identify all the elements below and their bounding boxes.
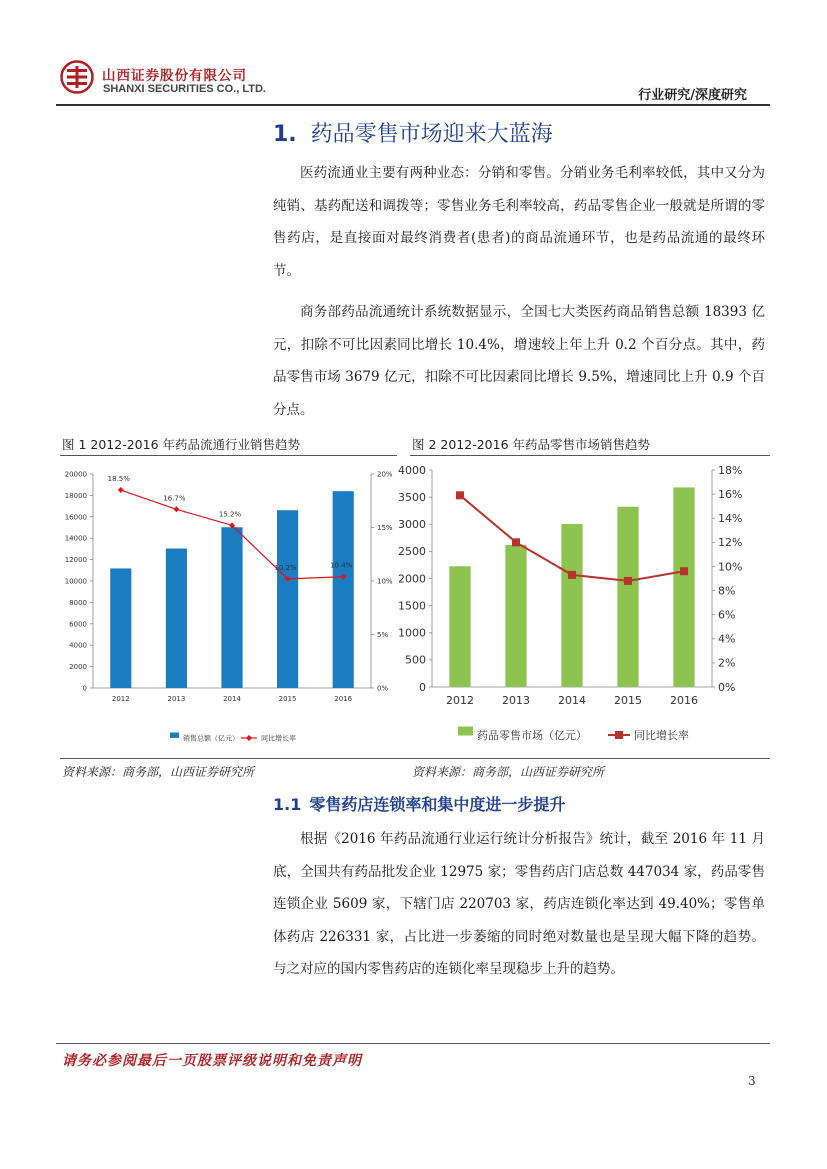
left-tick-label: 16000 bbox=[64, 513, 87, 522]
legend-label-bar: 药品零售市场（亿元） bbox=[477, 728, 587, 742]
data-label: 10.2% bbox=[274, 563, 297, 572]
figure1-title-rule bbox=[60, 455, 397, 456]
legend-marker bbox=[246, 735, 252, 741]
company-name-cn: 山西证券股份有限公司 bbox=[102, 68, 247, 84]
right-tick-label: 4% bbox=[718, 632, 736, 646]
figure2-source: 资料来源：商务部，山西证券研究所 bbox=[412, 765, 605, 779]
report-type: 行业研究/深度研究 bbox=[638, 88, 747, 103]
paragraph: 医药流通业主要有两种业态：分销和零售。分销业务毛利率较低，其中又分为纯销、基药配送和调拨等；零售业务毛利率较高，药品零售企业一般就是所谓的零售药店，是直接面对最终消费者(患者)的商品流通环节，也是药品流通的最终环节。 bbox=[273, 165, 765, 279]
figure1-source: 资料来源：商务部，山西证券研究所 bbox=[62, 765, 255, 779]
left-tick-label: 18000 bbox=[64, 491, 87, 500]
left-tick-label: 10000 bbox=[64, 577, 87, 586]
legend-marker bbox=[615, 731, 623, 739]
x-tick-label: 2015 bbox=[278, 695, 297, 703]
right-tick-label: 18% bbox=[718, 463, 743, 477]
left-tick-label: 0 bbox=[82, 684, 87, 693]
bar bbox=[449, 566, 470, 687]
right-tick-label: 2% bbox=[718, 656, 736, 670]
legend-label-line: 同比增长率 bbox=[634, 728, 689, 742]
legend-swatch-bar bbox=[170, 733, 179, 738]
left-tick-label: 8000 bbox=[69, 598, 87, 607]
left-tick-label: 3000 bbox=[398, 518, 426, 532]
left-tick-label: 14000 bbox=[64, 534, 87, 543]
legend-swatch-bar bbox=[458, 727, 473, 736]
left-tick-label: 3500 bbox=[398, 490, 426, 504]
left-tick-label: 1000 bbox=[398, 626, 426, 640]
figure1-title: 图 1 2012-2016 年药品流通行业销售趋势 bbox=[62, 437, 301, 452]
chart-1 bbox=[60, 459, 397, 754]
line-point bbox=[118, 487, 124, 493]
left-tick-label: 0 bbox=[419, 680, 426, 694]
right-tick-label: 5% bbox=[377, 630, 389, 639]
right-tick-label: 12% bbox=[718, 536, 743, 550]
source-rule bbox=[60, 758, 770, 759]
subsection-number: 1.1 bbox=[273, 795, 302, 814]
x-tick-label: 2014 bbox=[223, 695, 241, 703]
bar bbox=[505, 545, 526, 687]
left-tick-label: 1500 bbox=[398, 599, 426, 613]
left-tick-label: 12000 bbox=[64, 556, 87, 565]
header-divider bbox=[56, 104, 770, 106]
subsection-title: 零售药店连锁率和集中度进一步提升 bbox=[309, 795, 566, 814]
line-point bbox=[680, 567, 688, 575]
right-tick-label: 20% bbox=[377, 470, 393, 479]
right-tick-label: 6% bbox=[718, 608, 736, 622]
bar bbox=[561, 524, 582, 687]
company-logo-icon bbox=[60, 60, 94, 94]
x-tick-label: 2016 bbox=[670, 694, 698, 707]
bar bbox=[673, 487, 694, 687]
bar bbox=[110, 568, 131, 688]
subsection-heading bbox=[273, 792, 565, 815]
x-tick-label: 2014 bbox=[558, 694, 586, 707]
x-tick-label: 2013 bbox=[502, 694, 530, 707]
company-name-en: SHANXI SECURITIES CO., LTD. bbox=[103, 83, 266, 95]
x-tick-label: 2012 bbox=[111, 695, 130, 703]
page-number: 3 bbox=[748, 1074, 756, 1088]
left-tick-label: 500 bbox=[405, 653, 426, 667]
x-tick-label: 2016 bbox=[334, 695, 353, 703]
legend-label-line: 同比增长率 bbox=[261, 734, 296, 743]
footer-divider bbox=[56, 1043, 770, 1044]
right-tick-label: 0% bbox=[377, 684, 389, 693]
line-point bbox=[456, 491, 464, 499]
left-tick-label: 4000 bbox=[398, 463, 426, 477]
data-label: 16.7% bbox=[163, 494, 186, 503]
figure2-title-rule bbox=[410, 455, 770, 456]
figure2-title: 图 2 2012-2016 年药品零售市场销售趋势 bbox=[412, 437, 651, 452]
line-point bbox=[173, 506, 179, 512]
right-tick-label: 10% bbox=[377, 577, 393, 586]
left-tick-label: 6000 bbox=[69, 620, 87, 629]
right-tick-label: 15% bbox=[377, 523, 393, 532]
left-tick-label: 2500 bbox=[398, 545, 426, 559]
bar bbox=[617, 507, 638, 687]
bar bbox=[221, 527, 242, 688]
x-tick-label: 2012 bbox=[446, 694, 474, 707]
line-point bbox=[624, 577, 632, 585]
left-tick-label: 2000 bbox=[69, 663, 87, 672]
left-tick-label: 4000 bbox=[69, 641, 87, 650]
disclaimer-note: 请务必参阅最后一页股票评级说明和免责声明 bbox=[62, 1053, 362, 1069]
left-tick-label: 2000 bbox=[398, 572, 426, 586]
left-tick-label: 20000 bbox=[64, 470, 87, 479]
section-title: 药品零售市场迎来大蓝海 bbox=[310, 122, 553, 147]
x-tick-label: 2015 bbox=[614, 694, 642, 707]
x-tick-label: 2013 bbox=[167, 695, 186, 703]
line-point bbox=[568, 571, 576, 579]
data-label: 18.5% bbox=[107, 475, 130, 484]
bar bbox=[333, 491, 354, 688]
right-tick-label: 8% bbox=[718, 584, 736, 598]
paragraph: 商务部药品流通统计系统数据显示，全国七大类医药商品销售总额 18393 亿元，扣除不可比因素同比增长 10.4%，增速较上年上升 0.2 个百分点。其中，药品零售市场 3679 亿元，扣除不可比因素同比增长 9.5%，增速同比上升 0.9 个百分点。 bbox=[273, 304, 765, 418]
section-heading bbox=[273, 117, 553, 148]
right-tick-label: 10% bbox=[718, 560, 743, 574]
chart-2 bbox=[398, 459, 770, 754]
bar bbox=[166, 549, 187, 688]
line-point bbox=[512, 538, 520, 546]
legend-label-bar: 销售总额（亿元） bbox=[183, 734, 239, 743]
section-number: 1. bbox=[273, 122, 297, 147]
data-label: 10.4% bbox=[330, 561, 353, 570]
bar bbox=[277, 510, 298, 688]
paragraph: 根据《2016 年药品流通行业运行统计分析报告》统计，截至 2016 年 11 月底，全国共有药品批发企业 12975 家；零售药店门店总数 447034 家，药品零售连锁企业 5609 家，下辖门店 220703 家，药店连锁化率达到 49.40%；零售单体药店 226331 家，占比进一步萎缩的同时绝对数量也是呈现大幅下降的趋势。与之对应的国内零售药店的连锁化率呈现稳步上升的趋势。 bbox=[273, 831, 765, 977]
right-tick-label: 0% bbox=[718, 680, 736, 694]
data-label: 15.2% bbox=[218, 510, 242, 519]
right-tick-label: 16% bbox=[718, 487, 743, 501]
right-tick-label: 14% bbox=[718, 512, 743, 526]
